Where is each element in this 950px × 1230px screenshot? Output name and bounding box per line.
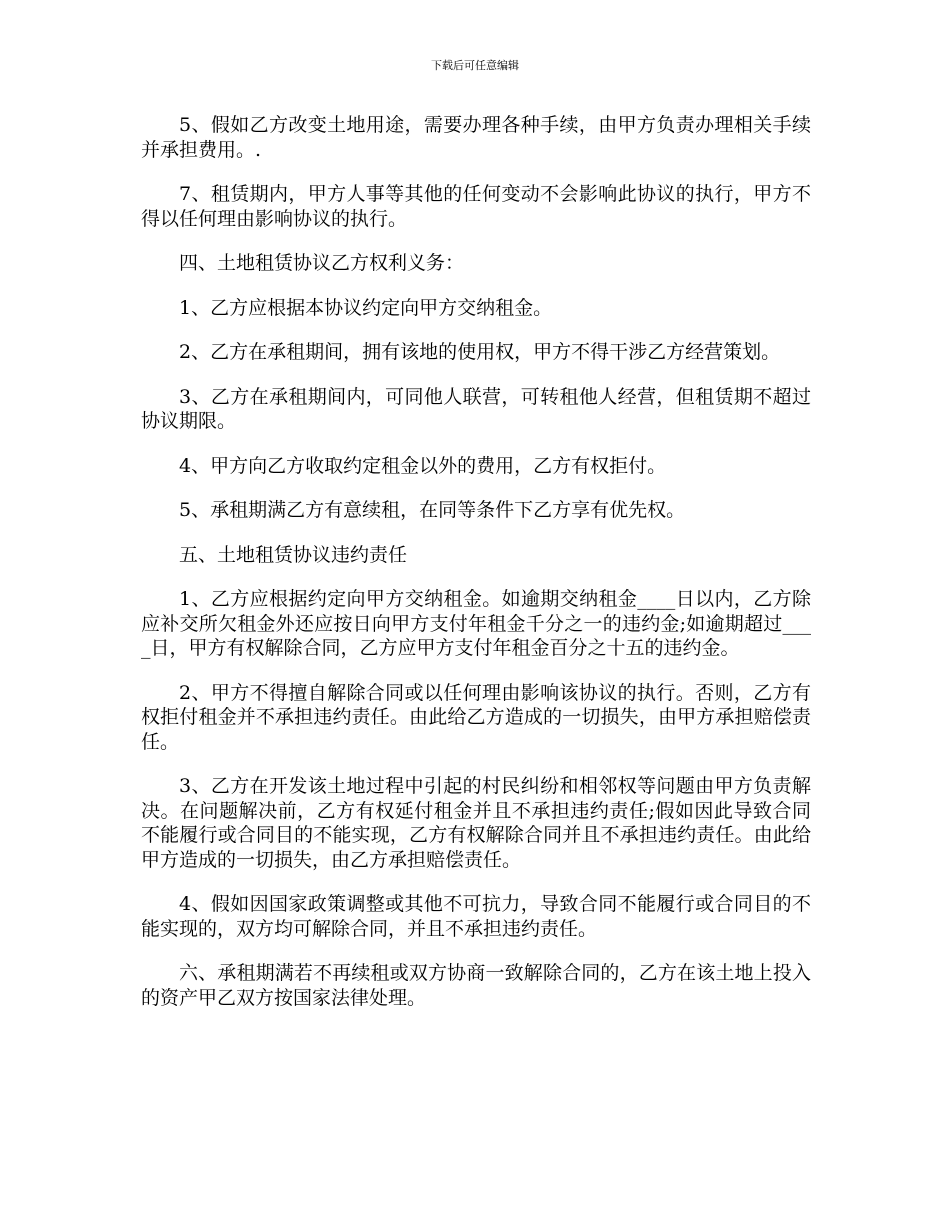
paragraph: 1、乙方应根据本协议约定向甲方交纳租金。	[179, 296, 553, 319]
paragraph: 六、承租期满若不再续租或双方协商一致解除合同的，乙方在该土地上投入的资产甲乙双方按国家法律处理。	[141, 962, 811, 1009]
paragraph: 7、租赁期内，甲方人事等其他的任何变动不会影响此协议的执行，甲方不得以任何理由影响协议的执行。	[141, 183, 811, 230]
document-body	[141, 113, 811, 1030]
paragraph: 5、假如乙方改变土地用途，需要办理各种手续，由甲方负责办理相关手续并承担费用。.	[141, 114, 811, 161]
paragraph: 3、乙方在承租期间内，可同他人联营，可转租他人经营，但租赁期不超过协议期限。	[141, 385, 811, 432]
paragraph: 4、假如因国家政策调整或其他不可抗力，导致合同不能履行或合同目的不能实现的，双方均可解除合同，并且不承担违约责任。	[141, 893, 811, 940]
paragraph: 3、乙方在开发该土地过程中引起的村民纠纷和相邻权等问题由甲方负责解决。在问题解决前，乙方有权延付租金并且不承担违约责任;假如因此导致合同不能履行或合同目的不能实现，乙方有权解除合同并且不承担违约责任。由此给甲方造成的一切损失，由乙方承担赔偿责任。	[141, 775, 811, 871]
paragraph: 1、乙方应根据约定向甲方交纳租金。如逾期交纳租金____日以内，乙方除应补交所欠租金外还应按日向甲方支付年租金千分之一的违约金;如逾期超过____日，甲方有权解除合同，乙方应甲方支付年租金百分之十五的违约金。	[141, 588, 811, 659]
paragraph: 5、承租期满乙方有意续租，在同等条件下乙方享有优先权。	[179, 499, 686, 521]
section-heading: 四、土地租赁协议乙方权利义务：	[179, 252, 465, 274]
paragraph: 2、甲方不得擅自解除合同或以任何理由影响该协议的执行。否则，乙方有权拒付租金并不承担违约责任。由此给乙方造成的一切损失，由甲方承担赔偿责任。	[141, 681, 811, 753]
page-header: 下载后可任意编辑	[431, 59, 519, 72]
paragraph: 2、乙方在承租期间，拥有该地的使用权，甲方不得干涉乙方经营策划。	[179, 341, 781, 363]
section-heading: 五、土地租赁协议违约责任	[179, 543, 408, 566]
paragraph: 4、甲方向乙方收取约定租金以外的费用，乙方有权拒付。	[179, 454, 667, 477]
